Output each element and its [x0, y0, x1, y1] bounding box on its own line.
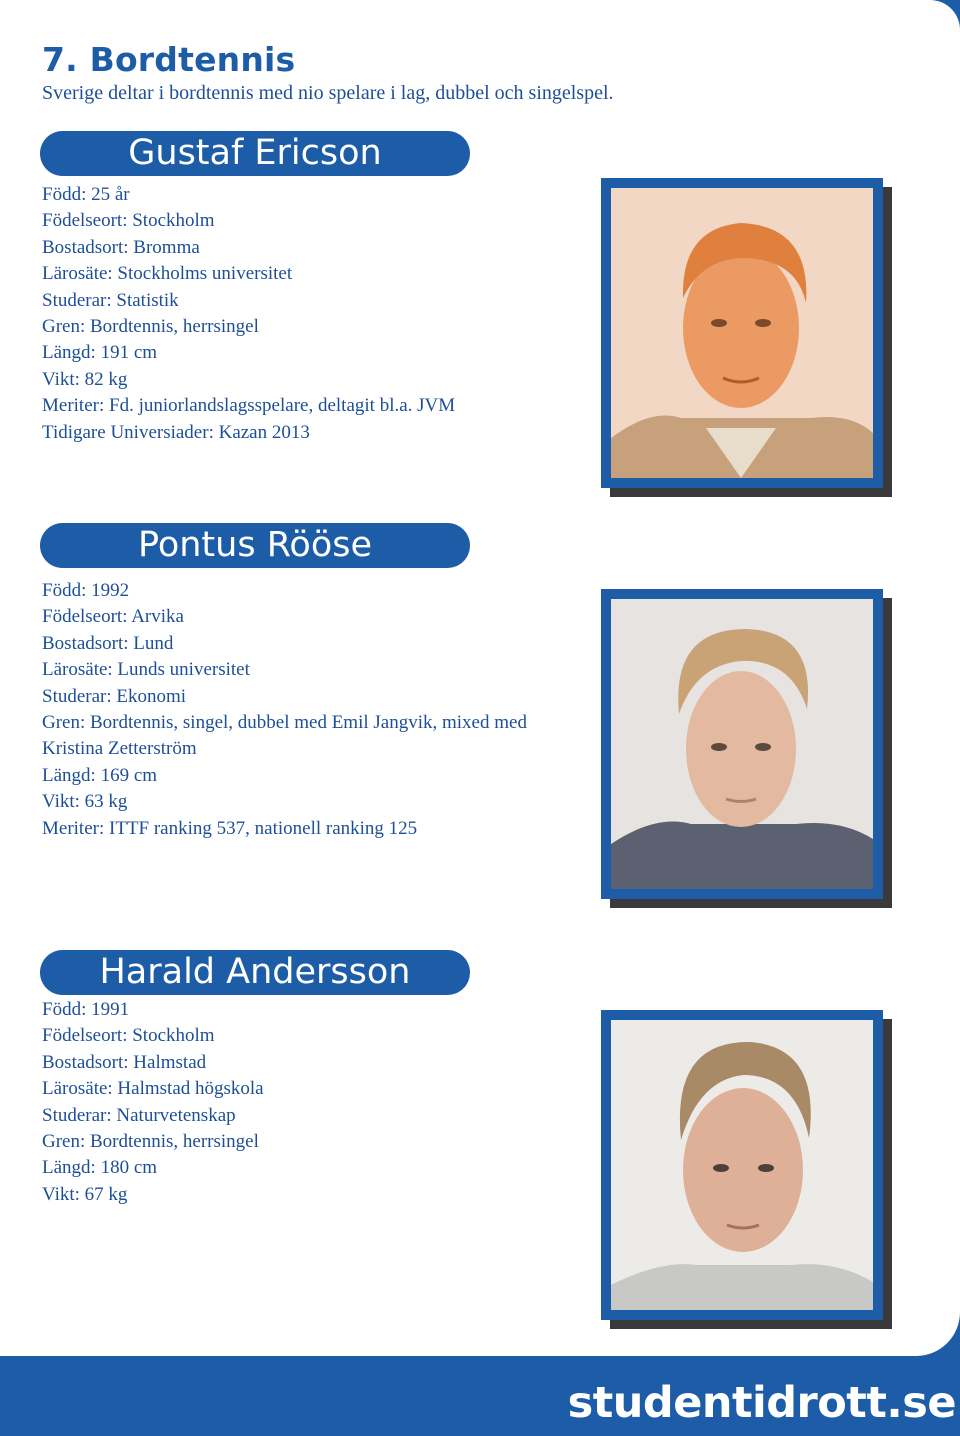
fact-event: Gren: Bordtennis, singel, dubbel med Emil Jangvik, mixed med: [42, 712, 527, 734]
fact-birthplace: Födelseort: Stockholm: [42, 210, 215, 232]
player-facts-list: [42, 997, 264, 1208]
fact-merits: Meriter: ITTF ranking 537, nationell ranking 125: [42, 817, 418, 839]
fact-university: Lärosäte: Lunds universitet: [42, 659, 250, 681]
fact-previous-universiade: Tidigare Universiader: Kazan 2013: [42, 421, 310, 443]
portrait-image: [611, 1020, 873, 1310]
player-name-banner: Harald Andersson: [40, 950, 470, 995]
portrait-image: [611, 188, 873, 478]
fact-weight: Vikt: 63 kg: [42, 791, 128, 813]
fact-studies: Studerar: Ekonomi: [42, 685, 187, 707]
fact-merits: Meriter: Fd. juniorlandslagsspelare, deltagit bl.a. JVM: [42, 395, 456, 417]
player-facts-list: [42, 578, 527, 842]
fact-studies: Studerar: Naturvetenskap: [42, 1104, 236, 1126]
section-title: 7. Bordtennis: [42, 40, 296, 79]
fact-weight: Vikt: 82 kg: [42, 368, 128, 390]
fact-residence: Bostadsort: Bromma: [42, 236, 200, 258]
fact-height: Längd: 191 cm: [42, 342, 158, 364]
fact-birthplace: Födelseort: Arvika: [42, 606, 184, 628]
fact-birth: Född: 25 år: [42, 184, 130, 205]
fact-university: Lärosäte: Stockholms universitet: [42, 263, 293, 285]
fact-weight: Vikt: 67 kg: [42, 1183, 128, 1205]
fact-birthplace: Födelseort: Stockholm: [42, 1025, 215, 1047]
fact-event-continued: Kristina Zetterström: [42, 738, 197, 760]
player-name-banner: Gustaf Ericson: [40, 131, 470, 176]
fact-birth: Född: 1991: [42, 999, 130, 1020]
fact-height: Längd: 180 cm: [42, 1157, 158, 1179]
player-photo: [601, 589, 883, 899]
footer-website: studentidrott.se: [567, 1378, 956, 1428]
fact-residence: Bostadsort: Lund: [42, 632, 174, 654]
player-facts-list: [42, 182, 455, 446]
section-subtitle: Sverige deltar i bordtennis med nio spelare i lag, dubbel och singelspel.: [42, 82, 614, 104]
player-photo: [601, 1010, 883, 1320]
fact-birth: Född: 1992: [42, 580, 130, 601]
player-name-banner: Pontus Rööse: [40, 523, 470, 568]
fact-university: Lärosäte: Halmstad högskola: [42, 1078, 264, 1100]
fact-studies: Studerar: Statistik: [42, 289, 179, 311]
fact-event: Gren: Bordtennis, herrsingel: [42, 316, 259, 338]
fact-height: Längd: 169 cm: [42, 764, 158, 786]
fact-residence: Bostadsort: Halmstad: [42, 1051, 207, 1073]
fact-event: Gren: Bordtennis, herrsingel: [42, 1131, 259, 1153]
player-photo: [601, 178, 883, 488]
portrait-image: [611, 599, 873, 889]
